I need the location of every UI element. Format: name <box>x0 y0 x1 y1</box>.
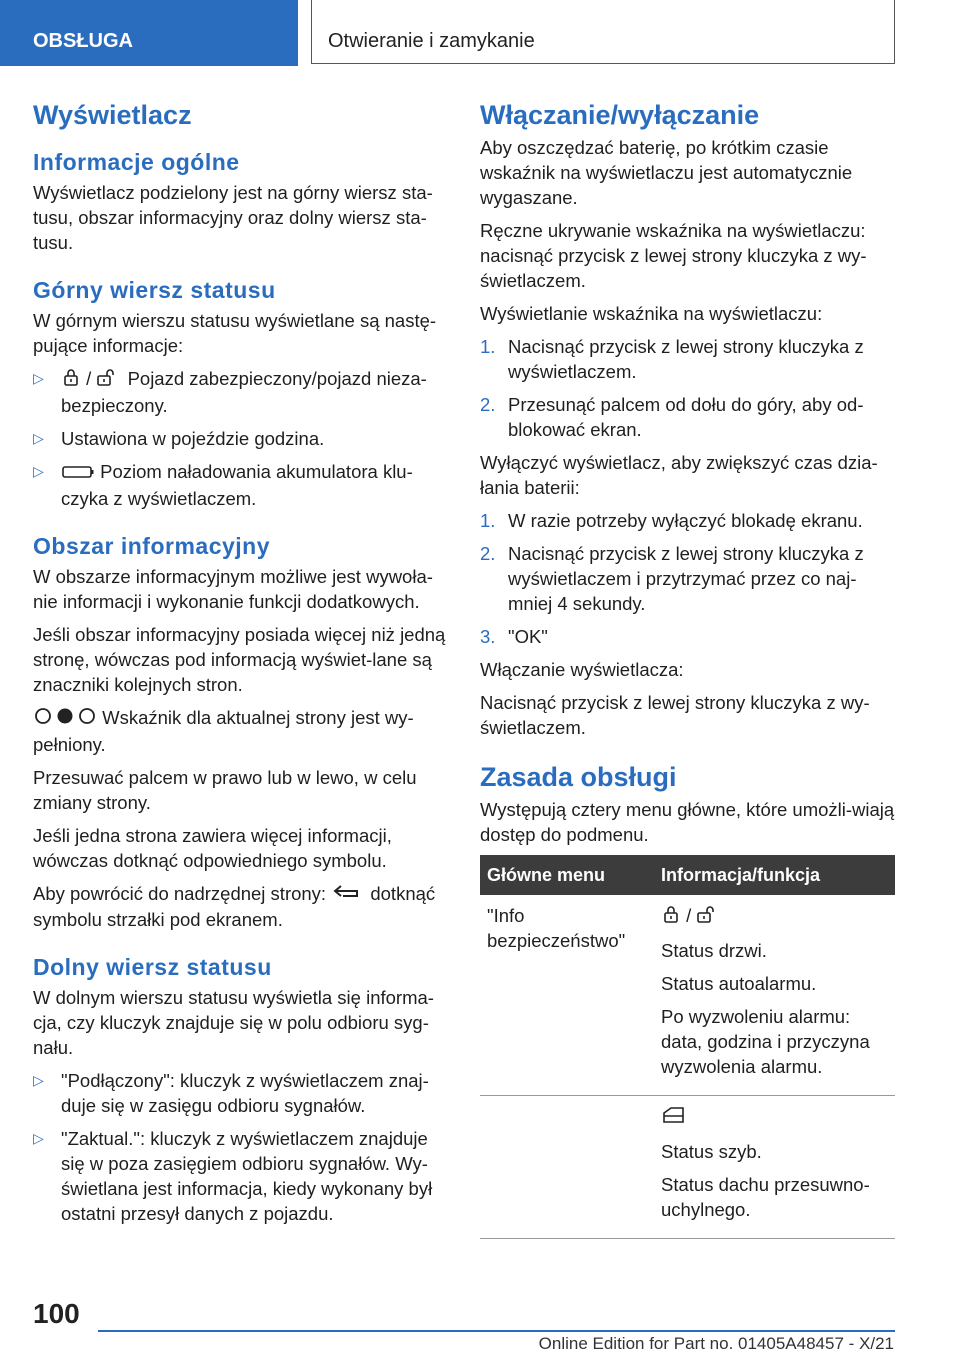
time-text: Ustawiona w pojeździe godzina. <box>61 428 325 450</box>
list-item <box>33 366 448 418</box>
text-info-p5: Jeśli jedna strona zawiera więcej informacji, wówczas dotknąć odpowiedniego symbolu. <box>33 824 392 871</box>
text-onoff-p1: Aby oszczędzać baterię, po krótkim czasie wskaźnik na wyświetlaczu jest automatycznie wygaszane. <box>480 137 853 208</box>
chapter-title: Otwieranie i zamykanie <box>311 0 895 64</box>
text-principle-p1: Występują cztery menu główne, które umożli-wiają dostęp do podmenu. <box>480 799 895 845</box>
text-onoff-p5: Włączanie wyświetlacza: <box>480 659 684 680</box>
step-number: 1. <box>480 510 496 531</box>
text-info-p6b: dotknąć symbolu strzałki pod ekranem. <box>33 882 436 931</box>
list-item <box>480 334 895 384</box>
page-number: 100 <box>33 1298 80 1329</box>
section-bottom-status <box>33 954 448 1226</box>
step-text: Nacisnąć przycisk z lewej strony kluczyka z wyświetlaczem. <box>508 336 864 382</box>
table-header-info: Informacja/funkcja <box>654 855 895 895</box>
step-text: Przesunąć palcem od dołu do góry, aby od-blokować ekran. <box>508 394 864 440</box>
lock-separator: / <box>686 905 692 926</box>
page-header <box>0 0 960 66</box>
heading-info-area: Obszar informacyjny <box>33 532 271 559</box>
row2-icon-wrap <box>661 1104 888 1131</box>
bottom-status-list <box>33 1068 448 1226</box>
lock-closed-icon <box>61 367 81 393</box>
section-top-status <box>33 277 448 511</box>
list-item <box>33 426 448 451</box>
text-onoff-p2: Ręczne ukrywanie wskaźnika na wyświetlaczu: nacisnąć przycisk z lewej strony kluczyka z wy-świetlaczem. <box>480 220 867 291</box>
battery-icon <box>61 461 95 486</box>
table-cell-menu: "Info bezpieczeństwo" <box>480 895 654 1096</box>
back-arrow-icon <box>331 882 365 907</box>
heading-onoff: Włączanie/wyłączanie <box>480 100 760 130</box>
battery-text: Poziom naładowania akumulatora klu-czyka z wyświetlaczem. <box>61 461 413 509</box>
text-info-p6-wrap <box>33 881 448 933</box>
step-text: Nacisnąć przycisk z lewej strony kluczyka z wyświetlaczem i przytrzymać przez co naj-mniej 4 sekundy. <box>508 543 864 614</box>
table-header-menu: Główne menu <box>480 855 654 895</box>
list-item <box>480 508 895 533</box>
page-title: Wyświetlacz <box>33 100 192 130</box>
list-item: ▷ "Podłączony": kluczyk z wyświetlaczem znaj-duje się w zasięgu odbioru sygnałów. <box>33 1068 448 1118</box>
text-top-status-intro: W górnym wierszu statusu wyświetlane są nastę-pujące informacje: <box>33 310 437 356</box>
row1-line: Status drzwi. <box>661 940 767 962</box>
step-number: 2. <box>480 394 496 415</box>
lock-open-icon <box>96 367 122 393</box>
step-number: 3. <box>480 626 496 647</box>
right-column <box>480 100 895 1239</box>
heading-principle: Zasada obsługi <box>480 762 677 792</box>
section-general <box>33 149 448 255</box>
heading-general: Informacje ogólne <box>33 149 240 175</box>
list-item <box>480 392 895 442</box>
list-item: ▷ "Zaktual.": kluczyk z wyświetlaczem znajduje się w poza zasięgiem odbioru sygnałów. Wy-świetlana jest informacja, kiedy wykonany był ostatni przesył danych z pojazdu. <box>33 1126 448 1226</box>
heading-top-status: Górny wiersz statusu <box>33 277 276 303</box>
table-row <box>480 1096 895 1239</box>
lock-open-icon <box>696 904 722 930</box>
left-column <box>33 100 448 1248</box>
section-tab: OBSŁUGA <box>0 0 298 66</box>
table-header-row <box>480 855 895 895</box>
section-info-area <box>33 533 448 933</box>
row1-icons <box>661 903 888 930</box>
text-info-p2: Jeśli obszar informacyjny posiada więcej niż jedną stronę, wówczas pod informacją wyświet-lane są znaczniki kolejnych stron. <box>33 623 446 695</box>
text-bottom-intro: W dolnym wierszu statusu wyświetla się informa-cja, czy kluczyk znajduje się w polu odbioru syg-nału. <box>33 987 434 1059</box>
page-dots-icon <box>33 706 97 732</box>
row2-line: Status szyb. <box>661 1141 762 1163</box>
text-info-p6a: Aby powrócić do nadrzędnej strony: <box>33 882 327 904</box>
list-item <box>33 459 448 511</box>
lock-separator: / <box>86 368 92 389</box>
list-item <box>480 541 895 616</box>
text-info-p3-wrap <box>33 705 448 757</box>
steps-show-display <box>480 334 895 442</box>
text-info-p4: Przesuwać palcem w prawo lub w lewo, w celu zmiany strony. <box>33 766 417 813</box>
steps-turn-off <box>480 508 895 649</box>
table-cell-info <box>654 1096 895 1239</box>
step-text: W razie potrzeby wyłączyć blokadę ekranu. <box>508 510 863 531</box>
row2-line: Status dachu przesuwno-uchylnego. <box>661 1174 870 1221</box>
section-principle <box>480 762 895 1239</box>
text-general: Wyświetlacz podzielony jest na górny wiersz sta-tusu, obszar informacyjny oraz dolny wiersz sta-tusu. <box>33 182 433 253</box>
step-number: 2. <box>480 543 496 564</box>
text-onoff-p4: Wyłączyć wyświetlacz, aby zwiększyć czas dzia-łania baterii: <box>480 452 878 498</box>
table-cell-menu <box>480 1096 654 1239</box>
text-onoff-p3: Wyświetlanie wskaźnika na wyświetlaczu: <box>480 303 823 324</box>
step-text: "OK" <box>508 626 548 647</box>
table-cell-info <box>654 895 895 1096</box>
text-onoff-p6: Nacisnąć przycisk z lewej strony kluczyka z wy-świetlaczem. <box>480 692 870 738</box>
text-info-p1: W obszarze informacyjnym możliwe jest wywoła-nie informacji i wykonanie funkcji dodatkowych. <box>33 565 433 612</box>
heading-bottom-status: Dolny wiersz statusu <box>33 954 272 981</box>
footer-divider <box>98 1330 895 1332</box>
menu-table <box>480 855 895 1239</box>
footer-edition: Online Edition for Part no. 01405A48457 - X/21 <box>538 1334 894 1353</box>
table-row <box>480 895 895 1096</box>
step-number: 1. <box>480 336 496 357</box>
window-icon <box>661 1105 687 1131</box>
top-status-list <box>33 366 448 511</box>
text-info-p3: Wskaźnik dla aktualnej strony jest wy-pełniony. <box>33 706 414 755</box>
lock-status-text: Pojazd zabezpieczony/pojazd nieza-bezpieczony. <box>61 368 427 417</box>
row1-line: Status autoalarmu. <box>661 973 817 995</box>
section-onoff <box>480 100 895 740</box>
row1-line: Po wyzwoleniu alarmu: data, godzina i przyczyna wyzwolenia alarmu. <box>661 1006 870 1078</box>
list-item <box>480 624 895 649</box>
lock-closed-icon <box>661 904 681 930</box>
